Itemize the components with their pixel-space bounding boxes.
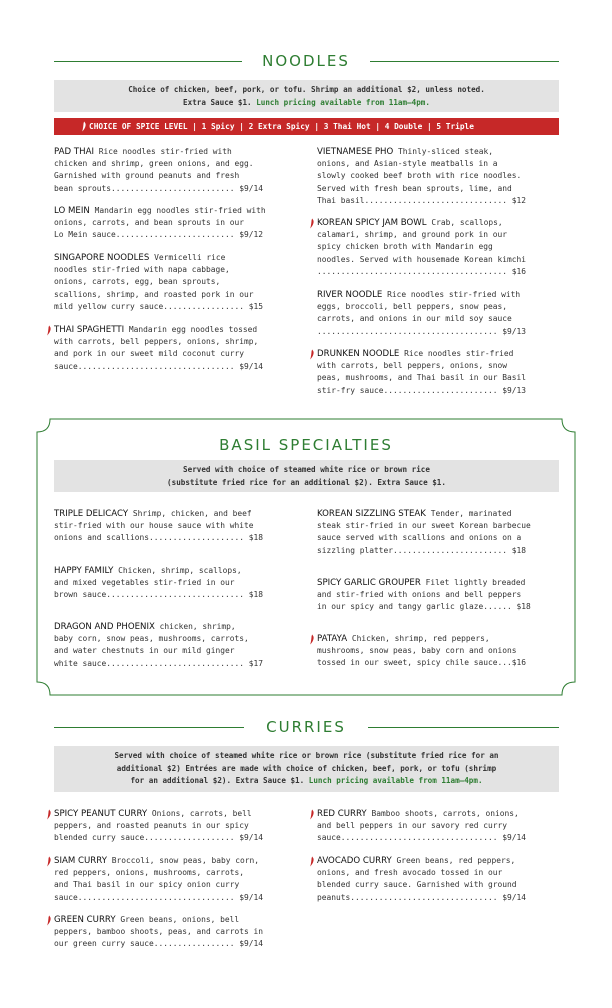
- item-desc: Garnished with ground peanuts and fresh: [54, 171, 240, 181]
- menu-item-triple-delicacy: [54, 508, 299, 545]
- item-desc: Filet lightly breaded: [425, 578, 526, 587]
- item-desc: noodles stir-fried with napa cabbage,: [54, 265, 230, 275]
- menu-item-avocado-curry: [317, 855, 562, 904]
- item-desc: Chicken, shrimp, red peppers,: [351, 634, 490, 643]
- item-name: PAD THAI: [54, 147, 94, 157]
- item-desc: noodles. Served with housemade Korean kimchi: [317, 254, 527, 264]
- item-desc: eggs, broccoli, bell peppers, snow peas,: [317, 302, 508, 312]
- item-desc: our green curry sauce................. $9/14: [54, 939, 264, 949]
- menu-item-korean-sizzling-steak: [317, 508, 562, 557]
- item-desc: white sauce............................. $17: [54, 658, 264, 668]
- item-desc: Chicken, shrimp, scallops,: [118, 566, 242, 575]
- section-title: CURRIES: [266, 718, 346, 736]
- item-desc: onions and scallions.................... $18: [54, 533, 264, 543]
- item-name: SINGAPORE NOODLES: [54, 253, 150, 263]
- menu-item-vietnamese-pho: [317, 146, 562, 207]
- menu-item-green-curry: [54, 914, 299, 951]
- item-desc: stir-fry sauce........................ $9/13: [317, 385, 527, 395]
- divider: [368, 727, 559, 728]
- item-desc: tossed in our sweet, spicy chile sauce...$16: [317, 658, 527, 668]
- item-desc: onions, carrots, egg, bean sprouts,: [54, 277, 221, 287]
- basil-header: [0, 436, 612, 456]
- item-desc: Mandarin egg noodles tossed: [128, 325, 258, 334]
- chili-pepper-icon: [45, 325, 52, 340]
- item-desc: Onions, carrots, bell: [151, 809, 252, 818]
- item-desc: spicy chicken broth with Mandarin egg: [317, 242, 493, 252]
- menu-item-thai-spaghetti: [54, 324, 299, 373]
- item-name: SPICY PEANUT CURRY: [54, 809, 148, 819]
- item-name: TRIPLE DELICACY: [54, 509, 129, 519]
- item-desc: and Thai basil in our spicy onion curry: [54, 880, 240, 890]
- item-desc: sauce................................. $9/14: [317, 833, 527, 843]
- chili-pepper-icon: [308, 349, 315, 364]
- menu-item-pad-thai: [54, 146, 299, 195]
- item-desc: sauce................................. $9/14: [54, 892, 264, 902]
- item-desc: sauce served with scallions and onions on a: [317, 533, 522, 543]
- section-title: BASIL SPECIALTIES: [219, 436, 393, 454]
- item-desc: Crab, scallops,: [431, 218, 503, 227]
- item-name: SIAM CURRY: [54, 856, 107, 866]
- info-line: Served with choice of steamed white rice or brown rice (substitute fried rice for an: [114, 751, 499, 760]
- info-line: [62, 97, 551, 110]
- item-desc: Green beans, red peppers,: [396, 856, 516, 865]
- menu-item-happy-family: [54, 565, 299, 602]
- item-desc: Rice noodles stir-fried with: [98, 147, 232, 156]
- item-desc: peppers, and roasted peanuts in our spicy: [54, 821, 249, 831]
- item-name: LO MEIN: [54, 206, 90, 216]
- section-title: NOODLES: [262, 52, 350, 70]
- item-desc: Tender, marinated: [430, 509, 512, 518]
- item-desc: onions, and Asian-style meatballs in a: [317, 159, 498, 169]
- chili-pepper-icon: [80, 121, 87, 138]
- item-name: DRUNKEN NOODLE: [317, 349, 400, 359]
- info-line: Choice of chicken, beef, pork, or tofu. Shrimp an additional $2, unless noted.: [128, 85, 485, 94]
- menu-item-pataya: [317, 633, 562, 670]
- item-desc: Served with fresh bean sprouts, lime, and: [317, 183, 512, 193]
- item-desc: baby corn, snow peas, mushrooms, carrots,: [54, 634, 249, 644]
- item-name: SPICY GARLIC GROUPER: [317, 578, 421, 588]
- item-desc: peanuts............................... $9/14: [317, 892, 527, 902]
- item-desc: and mixed vegetables stir-fried in our: [54, 578, 235, 588]
- curries-info-box: [54, 746, 559, 792]
- divider: [370, 61, 559, 62]
- item-desc: steak stir-fried in our sweet Korean barbecue: [317, 521, 531, 531]
- item-desc: calamari, shrimp, and ground pork in our: [317, 230, 508, 240]
- item-desc: mild yellow curry sauce................. $15: [54, 301, 264, 311]
- item-desc: peppers, bamboo shoots, peas, and carrots in: [54, 927, 264, 937]
- lunch-pricing-note: Lunch pricing available from 11am–4pm.: [308, 776, 483, 785]
- spice-level-bar: [54, 118, 559, 135]
- item-desc: Lo Mein sauce......................... $9/12: [54, 230, 264, 240]
- item-desc: Green beans, onions, bell: [120, 915, 240, 924]
- curries-header: [0, 718, 612, 738]
- item-desc: sauce................................. $9/14: [54, 361, 264, 371]
- item-name: RED CURRY: [317, 809, 367, 819]
- chili-pepper-icon: [45, 856, 52, 871]
- item-desc: bean sprouts.......................... $9/14: [54, 183, 264, 193]
- chili-pepper-icon: [308, 218, 315, 233]
- basil-info-box: [54, 460, 559, 492]
- info-line: [62, 775, 551, 788]
- info-line: additional $2) Entrées are made with choice of chicken, beef, pork, or tofu (shrimp: [116, 763, 497, 773]
- item-desc: onions, carrots, and bean sprouts in our: [54, 218, 245, 228]
- item-desc: Mandarin egg noodles stir-fried with: [94, 206, 266, 215]
- item-desc: chicken, shrimp,: [159, 622, 236, 631]
- item-desc: Broccoli, snow peas, baby corn,: [111, 856, 259, 865]
- item-desc: ........................................ $16: [317, 266, 527, 276]
- chili-pepper-icon: [45, 809, 52, 824]
- item-desc: ...................................... $9/13: [317, 326, 527, 336]
- item-name: RIVER NOODLE: [317, 290, 383, 300]
- menu-item-river-noodle: [317, 289, 562, 338]
- noodles-info-box: [54, 80, 559, 112]
- menu-item-korean-spicy-jam-bowl: [317, 217, 562, 278]
- item-desc: brown sauce............................. $18: [54, 590, 264, 600]
- item-desc: and stir-fried with onions and bell peppers: [317, 590, 522, 600]
- menu-item-dragon-and-phoenix: [54, 621, 299, 670]
- spice-level-text: CHOICE OF SPICE LEVEL | 1 Spicy | 2 Extra Spicy | 3 Thai Hot | 4 Double | 5 Triple: [89, 122, 474, 131]
- item-name: GREEN CURRY: [54, 915, 116, 925]
- item-desc: with carrots, bell peppers, onions, shrimp,: [54, 337, 259, 347]
- info-line: (substitute fried rice for an additional $2). Extra Sauce $1.: [167, 477, 446, 487]
- item-desc: blended curry sauce................... $9/14: [54, 833, 264, 843]
- item-name: KOREAN SIZZLING STEAK: [317, 509, 426, 519]
- info-text: for an additional $2). Extra Sauce $1.: [130, 776, 305, 785]
- info-line: Served with choice of steamed white rice or brown rice: [183, 465, 430, 474]
- item-desc: Thai basil.............................. $12: [317, 195, 527, 205]
- item-desc: mushrooms, snow peas, baby corn and onions: [317, 646, 517, 656]
- item-desc: with carrots, bell peppers, onions, snow: [317, 361, 508, 371]
- menu-item-red-curry: [317, 808, 562, 845]
- item-desc: peas, mushrooms, and Thai basil in our Basil: [317, 373, 527, 383]
- item-desc: chicken and shrimp, green onions, and egg.: [54, 159, 254, 169]
- item-desc: Rice noodles stir-fried: [404, 349, 514, 358]
- item-desc: Rice noodles stir-fried with: [387, 290, 521, 299]
- chili-pepper-icon: [308, 856, 315, 871]
- item-desc: and bell peppers in our savory red curry: [317, 821, 508, 831]
- item-desc: Vermicelli rice: [154, 253, 226, 262]
- item-name: KOREAN SPICY JAM BOWL: [317, 218, 427, 228]
- item-name: THAI SPAGHETTI: [54, 325, 125, 335]
- menu-item-siam-curry: [54, 855, 299, 904]
- item-desc: in our spicy and tangy garlic glaze...... $18: [317, 602, 531, 612]
- info-text: Extra Sauce $1.: [183, 97, 252, 107]
- menu-item-drunken-noodle: [317, 348, 562, 397]
- item-desc: Thinly-sliced steak,: [398, 147, 494, 156]
- item-desc: blended curry sauce. Garnished with ground: [317, 880, 517, 890]
- item-name: DRAGON AND PHOENIX: [54, 622, 155, 632]
- item-name: AVOCADO CURRY: [317, 856, 392, 866]
- chili-pepper-icon: [45, 915, 52, 930]
- chili-pepper-icon: [308, 634, 315, 649]
- menu-item-lo-mein: [54, 205, 299, 242]
- item-desc: Shrimp, chicken, and beef: [132, 509, 252, 518]
- item-desc: stir-fried with our house sauce with white: [54, 521, 254, 531]
- item-desc: and pork in our sweet mild coconut curry: [54, 349, 245, 359]
- item-desc: slowly cooked beef broth with rice noodles.: [317, 171, 522, 181]
- item-desc: onions, and fresh avocado tossed in our: [317, 868, 503, 878]
- menu-item-spicy-peanut-curry: [54, 808, 299, 845]
- item-desc: carrots, and onions in our mild soy sauce: [317, 314, 512, 324]
- noodles-header: [0, 52, 612, 72]
- item-name: PATAYA: [317, 634, 348, 644]
- item-desc: red peppers, onions, mushrooms, carrots,: [54, 868, 245, 878]
- lunch-pricing-note: Lunch pricing available from 11am–4pm.: [256, 97, 430, 107]
- item-desc: scallions, shrimp, and roasted pork in our: [54, 289, 254, 299]
- item-desc: sizzling platter........................ $18: [317, 545, 527, 555]
- item-desc: Bamboo shoots, carrots, onions,: [371, 809, 519, 818]
- menu-item-singapore-noodles: [54, 252, 299, 313]
- item-name: VIETNAMESE PHO: [317, 147, 394, 157]
- item-name: HAPPY FAMILY: [54, 566, 114, 576]
- menu-item-spicy-garlic-grouper: [317, 577, 562, 614]
- item-desc: and water chestnuts in our mild ginger: [54, 646, 235, 656]
- chili-pepper-icon: [308, 809, 315, 824]
